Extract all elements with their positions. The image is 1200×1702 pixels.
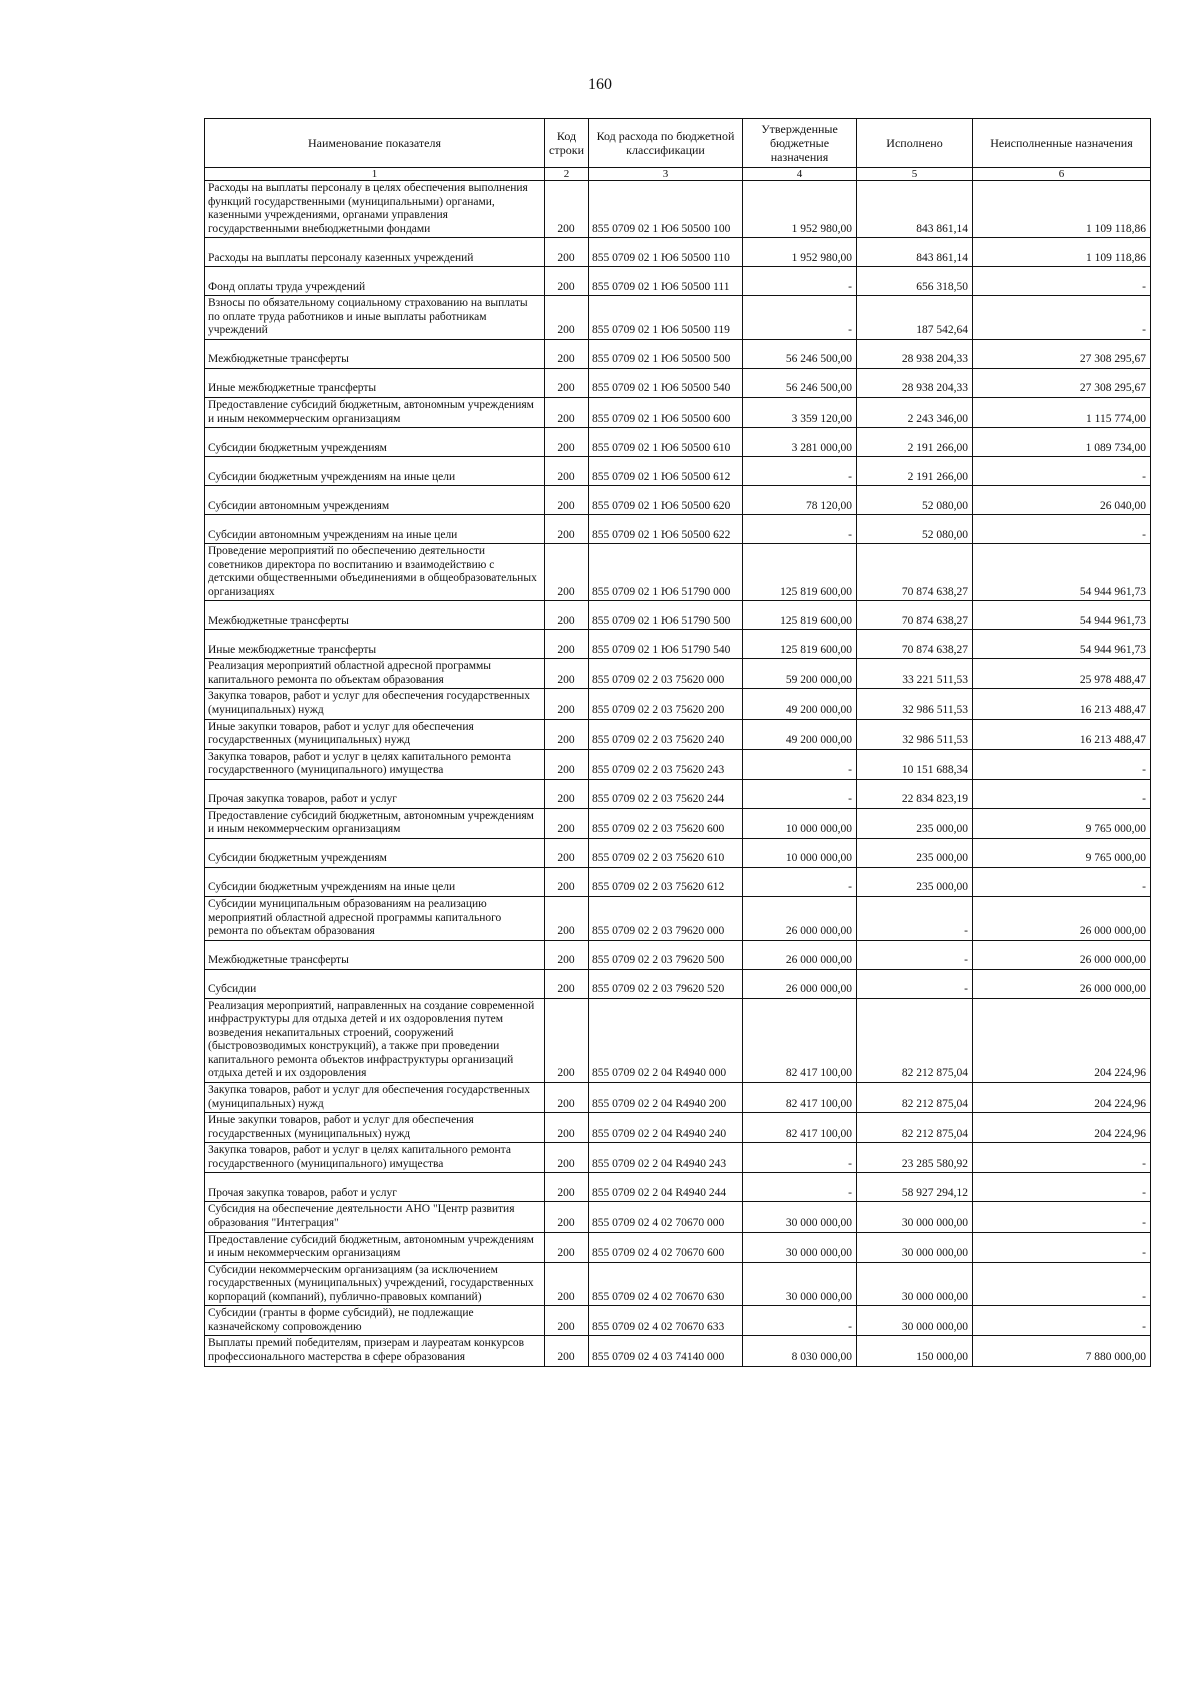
column-number: 3 — [589, 168, 743, 181]
row-executed: 30 000 000,00 — [857, 1306, 973, 1336]
row-unexecuted: - — [973, 779, 1151, 808]
row-approved: 82 417 100,00 — [743, 1113, 857, 1143]
row-classification-code: 855 0709 02 2 03 79620 000 — [589, 896, 743, 940]
row-line-code: 200 — [545, 689, 589, 719]
row-approved: - — [743, 457, 857, 486]
row-line-code: 200 — [545, 749, 589, 779]
row-name: Межбюджетные трансферты — [205, 940, 545, 969]
row-name: Субсидии бюджетным учреждениям на иные цели — [205, 867, 545, 896]
table-row — [205, 397, 1151, 427]
row-unexecuted: 204 224,96 — [973, 1083, 1151, 1113]
table-row — [205, 1173, 1151, 1202]
table-row — [205, 515, 1151, 544]
row-classification-code: 855 0709 02 4 02 70670 600 — [589, 1232, 743, 1262]
row-unexecuted: 27 308 295,67 — [973, 339, 1151, 368]
row-approved: 78 120,00 — [743, 486, 857, 515]
column-number: 1 — [205, 168, 545, 181]
row-classification-code: 855 0709 02 1 Ю6 50500 110 — [589, 238, 743, 267]
row-executed: 10 151 688,34 — [857, 749, 973, 779]
row-name: Иные межбюджетные трансферты — [205, 368, 545, 397]
row-line-code: 200 — [545, 515, 589, 544]
row-unexecuted: - — [973, 1262, 1151, 1306]
table-row — [205, 1262, 1151, 1306]
row-classification-code: 855 0709 02 1 Ю6 50500 600 — [589, 397, 743, 427]
row-line-code: 200 — [545, 1083, 589, 1113]
row-classification-code: 855 0709 02 1 Ю6 50500 612 — [589, 457, 743, 486]
row-executed: 30 000 000,00 — [857, 1232, 973, 1262]
table-row — [205, 428, 1151, 457]
row-unexecuted: - — [973, 267, 1151, 296]
row-line-code: 200 — [545, 808, 589, 838]
row-name: Межбюджетные трансферты — [205, 339, 545, 368]
row-executed: 33 221 511,53 — [857, 659, 973, 689]
column-number: 6 — [973, 168, 1151, 181]
row-line-code: 200 — [545, 1113, 589, 1143]
table-row — [205, 808, 1151, 838]
row-line-code: 200 — [545, 457, 589, 486]
row-unexecuted: 27 308 295,67 — [973, 368, 1151, 397]
row-name: Расходы на выплаты персоналу казенных учреждений — [205, 238, 545, 267]
row-executed: - — [857, 896, 973, 940]
row-executed: 23 285 580,92 — [857, 1143, 973, 1173]
row-name: Субсидии некоммерческим организациям (за исключением государственных (муниципальных) учреждений, государственных корпораций (компаний), публично-правовых компаний) — [205, 1262, 545, 1306]
header-line-code: Код строки — [545, 119, 589, 168]
row-name: Реализация мероприятий областной адресной программы капитального ремонта по объектам образования — [205, 659, 545, 689]
row-unexecuted: 1 089 734,00 — [973, 428, 1151, 457]
row-line-code: 200 — [545, 238, 589, 267]
table-row — [205, 998, 1151, 1082]
row-name: Иные закупки товаров, работ и услуг для обеспечения государственных (муниципальных) нужд — [205, 719, 545, 749]
row-approved: 56 246 500,00 — [743, 368, 857, 397]
table-row — [205, 689, 1151, 719]
row-unexecuted: 26 000 000,00 — [973, 896, 1151, 940]
row-classification-code: 855 0709 02 2 04 R4940 243 — [589, 1143, 743, 1173]
row-name: Закупка товаров, работ и услуг в целях капитального ремонта государственного (муниципального) имущества — [205, 1143, 545, 1173]
row-unexecuted: 16 213 488,47 — [973, 719, 1151, 749]
row-executed: 22 834 823,19 — [857, 779, 973, 808]
row-executed: 82 212 875,04 — [857, 1083, 973, 1113]
header-row — [205, 119, 1151, 168]
row-classification-code: 855 0709 02 2 03 79620 520 — [589, 969, 743, 998]
row-name: Субсидия на обеспечение деятельности АНО "Центр развития образования "Интеграция" — [205, 1202, 545, 1232]
row-approved: 125 819 600,00 — [743, 630, 857, 659]
table-body — [205, 181, 1151, 1367]
row-classification-code: 855 0709 02 1 Ю6 50500 620 — [589, 486, 743, 515]
header-indicator-name: Наименование показателя — [205, 119, 545, 168]
row-approved: - — [743, 267, 857, 296]
row-executed: 70 874 638,27 — [857, 544, 973, 601]
row-classification-code: 855 0709 02 2 03 75620 200 — [589, 689, 743, 719]
row-line-code: 200 — [545, 428, 589, 457]
row-line-code: 200 — [545, 1173, 589, 1202]
row-approved: 30 000 000,00 — [743, 1262, 857, 1306]
table-row — [205, 1113, 1151, 1143]
row-executed: 58 927 294,12 — [857, 1173, 973, 1202]
row-line-code: 200 — [545, 659, 589, 689]
row-unexecuted: 16 213 488,47 — [973, 689, 1151, 719]
row-executed: 82 212 875,04 — [857, 998, 973, 1082]
header-unexecuted: Неисполненные назначения — [973, 119, 1151, 168]
row-executed: 28 938 204,33 — [857, 339, 973, 368]
row-line-code: 200 — [545, 867, 589, 896]
row-line-code: 200 — [545, 779, 589, 808]
row-line-code: 200 — [545, 1202, 589, 1232]
row-line-code: 200 — [545, 339, 589, 368]
table-row — [205, 838, 1151, 867]
row-line-code: 200 — [545, 397, 589, 427]
row-unexecuted: 9 765 000,00 — [973, 838, 1151, 867]
row-unexecuted: 9 765 000,00 — [973, 808, 1151, 838]
row-executed: - — [857, 940, 973, 969]
table-row — [205, 457, 1151, 486]
row-line-code: 200 — [545, 969, 589, 998]
row-name: Субсидии бюджетным учреждениям — [205, 428, 545, 457]
row-name: Субсидии автономным учреждениям на иные цели — [205, 515, 545, 544]
row-unexecuted: - — [973, 296, 1151, 340]
row-line-code: 200 — [545, 940, 589, 969]
table-row — [205, 486, 1151, 515]
row-unexecuted: - — [973, 749, 1151, 779]
row-classification-code: 855 0709 02 2 04 R4940 244 — [589, 1173, 743, 1202]
row-approved: 8 030 000,00 — [743, 1336, 857, 1366]
row-approved: 1 952 980,00 — [743, 238, 857, 267]
table-row — [205, 1232, 1151, 1262]
row-approved: 125 819 600,00 — [743, 601, 857, 630]
row-unexecuted: - — [973, 1306, 1151, 1336]
row-line-code: 200 — [545, 998, 589, 1082]
row-name: Прочая закупка товаров, работ и услуг — [205, 1173, 545, 1202]
row-line-code: 200 — [545, 630, 589, 659]
row-approved: 49 200 000,00 — [743, 689, 857, 719]
row-classification-code: 855 0709 02 1 Ю6 50500 540 — [589, 368, 743, 397]
row-executed: 32 986 511,53 — [857, 689, 973, 719]
row-approved: 3 359 120,00 — [743, 397, 857, 427]
row-line-code: 200 — [545, 601, 589, 630]
row-executed: 28 938 204,33 — [857, 368, 973, 397]
table-row — [205, 601, 1151, 630]
table-row — [205, 267, 1151, 296]
row-executed: - — [857, 969, 973, 998]
row-executed: 2 191 266,00 — [857, 457, 973, 486]
row-unexecuted: 204 224,96 — [973, 1113, 1151, 1143]
row-unexecuted: 1 109 118,86 — [973, 238, 1151, 267]
table-row — [205, 659, 1151, 689]
row-unexecuted: - — [973, 1173, 1151, 1202]
row-approved: 3 281 000,00 — [743, 428, 857, 457]
row-line-code: 200 — [545, 1262, 589, 1306]
row-executed: 30 000 000,00 — [857, 1202, 973, 1232]
row-unexecuted: 54 944 961,73 — [973, 630, 1151, 659]
row-executed: 82 212 875,04 — [857, 1113, 973, 1143]
table-row — [205, 339, 1151, 368]
row-classification-code: 855 0709 02 4 02 70670 000 — [589, 1202, 743, 1232]
row-executed: 235 000,00 — [857, 808, 973, 838]
row-approved: - — [743, 749, 857, 779]
table-row — [205, 181, 1151, 238]
row-unexecuted: 1 109 118,86 — [973, 181, 1151, 238]
row-executed: 2 243 346,00 — [857, 397, 973, 427]
row-executed: 150 000,00 — [857, 1336, 973, 1366]
row-line-code: 200 — [545, 1232, 589, 1262]
row-line-code: 200 — [545, 1306, 589, 1336]
row-classification-code: 855 0709 02 2 03 75620 240 — [589, 719, 743, 749]
row-unexecuted: - — [973, 1143, 1151, 1173]
row-name: Реализация мероприятий, направленных на создание современной инфраструктуры для отдыха детей и их оздоровления путем возведения некапитальных строений, сооружений (быстровозводимых конструкций), а также при проведении капитального ремонта объектов инфраструктуры организаций отдыха детей и их оздоровления — [205, 998, 545, 1082]
row-line-code: 200 — [545, 838, 589, 867]
row-approved: 82 417 100,00 — [743, 998, 857, 1082]
row-classification-code: 855 0709 02 2 03 75620 244 — [589, 779, 743, 808]
row-unexecuted: - — [973, 457, 1151, 486]
row-classification-code: 855 0709 02 4 03 74140 000 — [589, 1336, 743, 1366]
table-row — [205, 969, 1151, 998]
row-line-code: 200 — [545, 719, 589, 749]
row-approved: 26 000 000,00 — [743, 896, 857, 940]
row-name: Субсидии бюджетным учреждениям на иные цели — [205, 457, 545, 486]
row-name: Субсидии муниципальным образованиям на реализацию мероприятий областной адресной программы капитального ремонта по объектам образования — [205, 896, 545, 940]
row-name: Закупка товаров, работ и услуг для обеспечения государственных (муниципальных) нужд — [205, 689, 545, 719]
header-executed: Исполнено — [857, 119, 973, 168]
row-approved: 59 200 000,00 — [743, 659, 857, 689]
row-executed: 656 318,50 — [857, 267, 973, 296]
table-row — [205, 544, 1151, 601]
header-classification-code: Код расхода по бюджетной классификации — [589, 119, 743, 168]
row-approved: 26 000 000,00 — [743, 940, 857, 969]
row-classification-code: 855 0709 02 2 04 R4940 240 — [589, 1113, 743, 1143]
row-line-code: 200 — [545, 368, 589, 397]
row-line-code: 200 — [545, 1143, 589, 1173]
page-number: 160 — [588, 76, 612, 93]
row-approved: 30 000 000,00 — [743, 1232, 857, 1262]
row-executed: 235 000,00 — [857, 867, 973, 896]
row-unexecuted: 25 978 488,47 — [973, 659, 1151, 689]
row-approved: - — [743, 515, 857, 544]
budget-expense-table — [204, 118, 1151, 1367]
row-classification-code: 855 0709 02 1 Ю6 50500 610 — [589, 428, 743, 457]
row-classification-code: 855 0709 02 1 Ю6 50500 100 — [589, 181, 743, 238]
row-name: Предоставление субсидий бюджетным, автономным учреждениям и иным некоммерческим организациям — [205, 808, 545, 838]
row-classification-code: 855 0709 02 1 Ю6 51790 000 — [589, 544, 743, 601]
row-approved: 26 000 000,00 — [743, 969, 857, 998]
row-approved: 1 952 980,00 — [743, 181, 857, 238]
row-approved: - — [743, 779, 857, 808]
table-row — [205, 779, 1151, 808]
column-number-row — [205, 168, 1151, 181]
table-row — [205, 296, 1151, 340]
row-unexecuted: - — [973, 515, 1151, 544]
table-row — [205, 749, 1151, 779]
row-line-code: 200 — [545, 544, 589, 601]
row-classification-code: 855 0709 02 2 03 75620 243 — [589, 749, 743, 779]
row-executed: 843 861,14 — [857, 238, 973, 267]
row-classification-code: 855 0709 02 1 Ю6 50500 622 — [589, 515, 743, 544]
column-number: 5 — [857, 168, 973, 181]
row-unexecuted: - — [973, 1232, 1151, 1262]
row-name: Проведение мероприятий по обеспечению деятельности советников директора по воспитанию и взаимодействию с детскими общественными объединениями в общеобразовательных организациях — [205, 544, 545, 601]
row-unexecuted: 54 944 961,73 — [973, 544, 1151, 601]
row-classification-code: 855 0709 02 2 03 79620 500 — [589, 940, 743, 969]
row-executed: 187 542,64 — [857, 296, 973, 340]
table-row — [205, 1143, 1151, 1173]
row-line-code: 200 — [545, 296, 589, 340]
row-name: Закупка товаров, работ и услуг для обеспечения государственных (муниципальных) нужд — [205, 1083, 545, 1113]
row-approved: 10 000 000,00 — [743, 808, 857, 838]
row-classification-code: 855 0709 02 2 04 R4940 000 — [589, 998, 743, 1082]
row-name: Расходы на выплаты персоналу в целях обеспечения выполнения функций государственными (муниципальными) органами, казенными учреждениями, органами управления государственными внебюджетными фондами — [205, 181, 545, 238]
row-name: Выплаты премий победителям, призерам и лауреатам конкурсов профессионального мастерства в сфере образования — [205, 1336, 545, 1366]
row-line-code: 200 — [545, 267, 589, 296]
row-unexecuted: - — [973, 867, 1151, 896]
row-classification-code: 855 0709 02 1 Ю6 51790 500 — [589, 601, 743, 630]
row-name: Субсидии (гранты в форме субсидий), не подлежащие казначейскому сопровождению — [205, 1306, 545, 1336]
row-unexecuted: 26 000 000,00 — [973, 969, 1151, 998]
row-approved: - — [743, 1306, 857, 1336]
header-approved: Утвержденные бюджетные назначения — [743, 119, 857, 168]
row-executed: 70 874 638,27 — [857, 630, 973, 659]
row-executed: 235 000,00 — [857, 838, 973, 867]
row-line-code: 200 — [545, 486, 589, 515]
row-name: Межбюджетные трансферты — [205, 601, 545, 630]
row-name: Предоставление субсидий бюджетным, автономным учреждениям и иным некоммерческим организациям — [205, 1232, 545, 1262]
row-executed: 52 080,00 — [857, 486, 973, 515]
row-approved: - — [743, 1173, 857, 1202]
row-classification-code: 855 0709 02 1 Ю6 50500 500 — [589, 339, 743, 368]
table-row — [205, 940, 1151, 969]
row-classification-code: 855 0709 02 1 Ю6 51790 540 — [589, 630, 743, 659]
table-row — [205, 896, 1151, 940]
table-row — [205, 1202, 1151, 1232]
row-name: Закупка товаров, работ и услуг в целях капитального ремонта государственного (муниципального) имущества — [205, 749, 545, 779]
row-approved: - — [743, 1143, 857, 1173]
row-line-code: 200 — [545, 181, 589, 238]
row-classification-code: 855 0709 02 2 03 75620 610 — [589, 838, 743, 867]
row-classification-code: 855 0709 02 1 Ю6 50500 111 — [589, 267, 743, 296]
row-approved: - — [743, 296, 857, 340]
row-classification-code: 855 0709 02 2 03 75620 612 — [589, 867, 743, 896]
table-row — [205, 1083, 1151, 1113]
row-classification-code: 855 0709 02 4 02 70670 633 — [589, 1306, 743, 1336]
row-approved: 56 246 500,00 — [743, 339, 857, 368]
column-number: 4 — [743, 168, 857, 181]
row-name: Субсидии бюджетным учреждениям — [205, 838, 545, 867]
row-executed: 30 000 000,00 — [857, 1262, 973, 1306]
row-name: Иные межбюджетные трансферты — [205, 630, 545, 659]
row-name: Фонд оплаты труда учреждений — [205, 267, 545, 296]
row-name: Предоставление субсидий бюджетным, автономным учреждениям и иным некоммерческим организациям — [205, 397, 545, 427]
row-classification-code: 855 0709 02 2 03 75620 000 — [589, 659, 743, 689]
table-row — [205, 630, 1151, 659]
row-executed: 2 191 266,00 — [857, 428, 973, 457]
row-unexecuted: 26 000 000,00 — [973, 940, 1151, 969]
row-unexecuted: 54 944 961,73 — [973, 601, 1151, 630]
row-line-code: 200 — [545, 896, 589, 940]
table-row — [205, 368, 1151, 397]
table-row — [205, 1306, 1151, 1336]
row-approved: 125 819 600,00 — [743, 544, 857, 601]
row-executed: 32 986 511,53 — [857, 719, 973, 749]
row-classification-code: 855 0709 02 2 03 75620 600 — [589, 808, 743, 838]
row-executed: 52 080,00 — [857, 515, 973, 544]
row-name: Прочая закупка товаров, работ и услуг — [205, 779, 545, 808]
row-unexecuted: 1 115 774,00 — [973, 397, 1151, 427]
row-name: Иные закупки товаров, работ и услуг для обеспечения государственных (муниципальных) нужд — [205, 1113, 545, 1143]
row-approved: - — [743, 867, 857, 896]
table-row — [205, 1336, 1151, 1366]
row-approved: 30 000 000,00 — [743, 1202, 857, 1232]
row-name: Субсидии — [205, 969, 545, 998]
row-unexecuted: 204 224,96 — [973, 998, 1151, 1082]
table-row — [205, 719, 1151, 749]
row-unexecuted: - — [973, 1202, 1151, 1232]
column-number: 2 — [545, 168, 589, 181]
row-approved: 49 200 000,00 — [743, 719, 857, 749]
row-line-code: 200 — [545, 1336, 589, 1366]
row-classification-code: 855 0709 02 1 Ю6 50500 119 — [589, 296, 743, 340]
row-approved: 82 417 100,00 — [743, 1083, 857, 1113]
row-name: Взносы по обязательному социальному страхованию на выплаты по оплате труда работников и иные выплаты работникам учреждений — [205, 296, 545, 340]
row-classification-code: 855 0709 02 2 04 R4940 200 — [589, 1083, 743, 1113]
row-unexecuted: 7 880 000,00 — [973, 1336, 1151, 1366]
row-name: Субсидии автономным учреждениям — [205, 486, 545, 515]
row-classification-code: 855 0709 02 4 02 70670 630 — [589, 1262, 743, 1306]
row-executed: 843 861,14 — [857, 181, 973, 238]
table-row — [205, 238, 1151, 267]
row-unexecuted: 26 040,00 — [973, 486, 1151, 515]
row-approved: 10 000 000,00 — [743, 838, 857, 867]
row-executed: 70 874 638,27 — [857, 601, 973, 630]
table-row — [205, 867, 1151, 896]
